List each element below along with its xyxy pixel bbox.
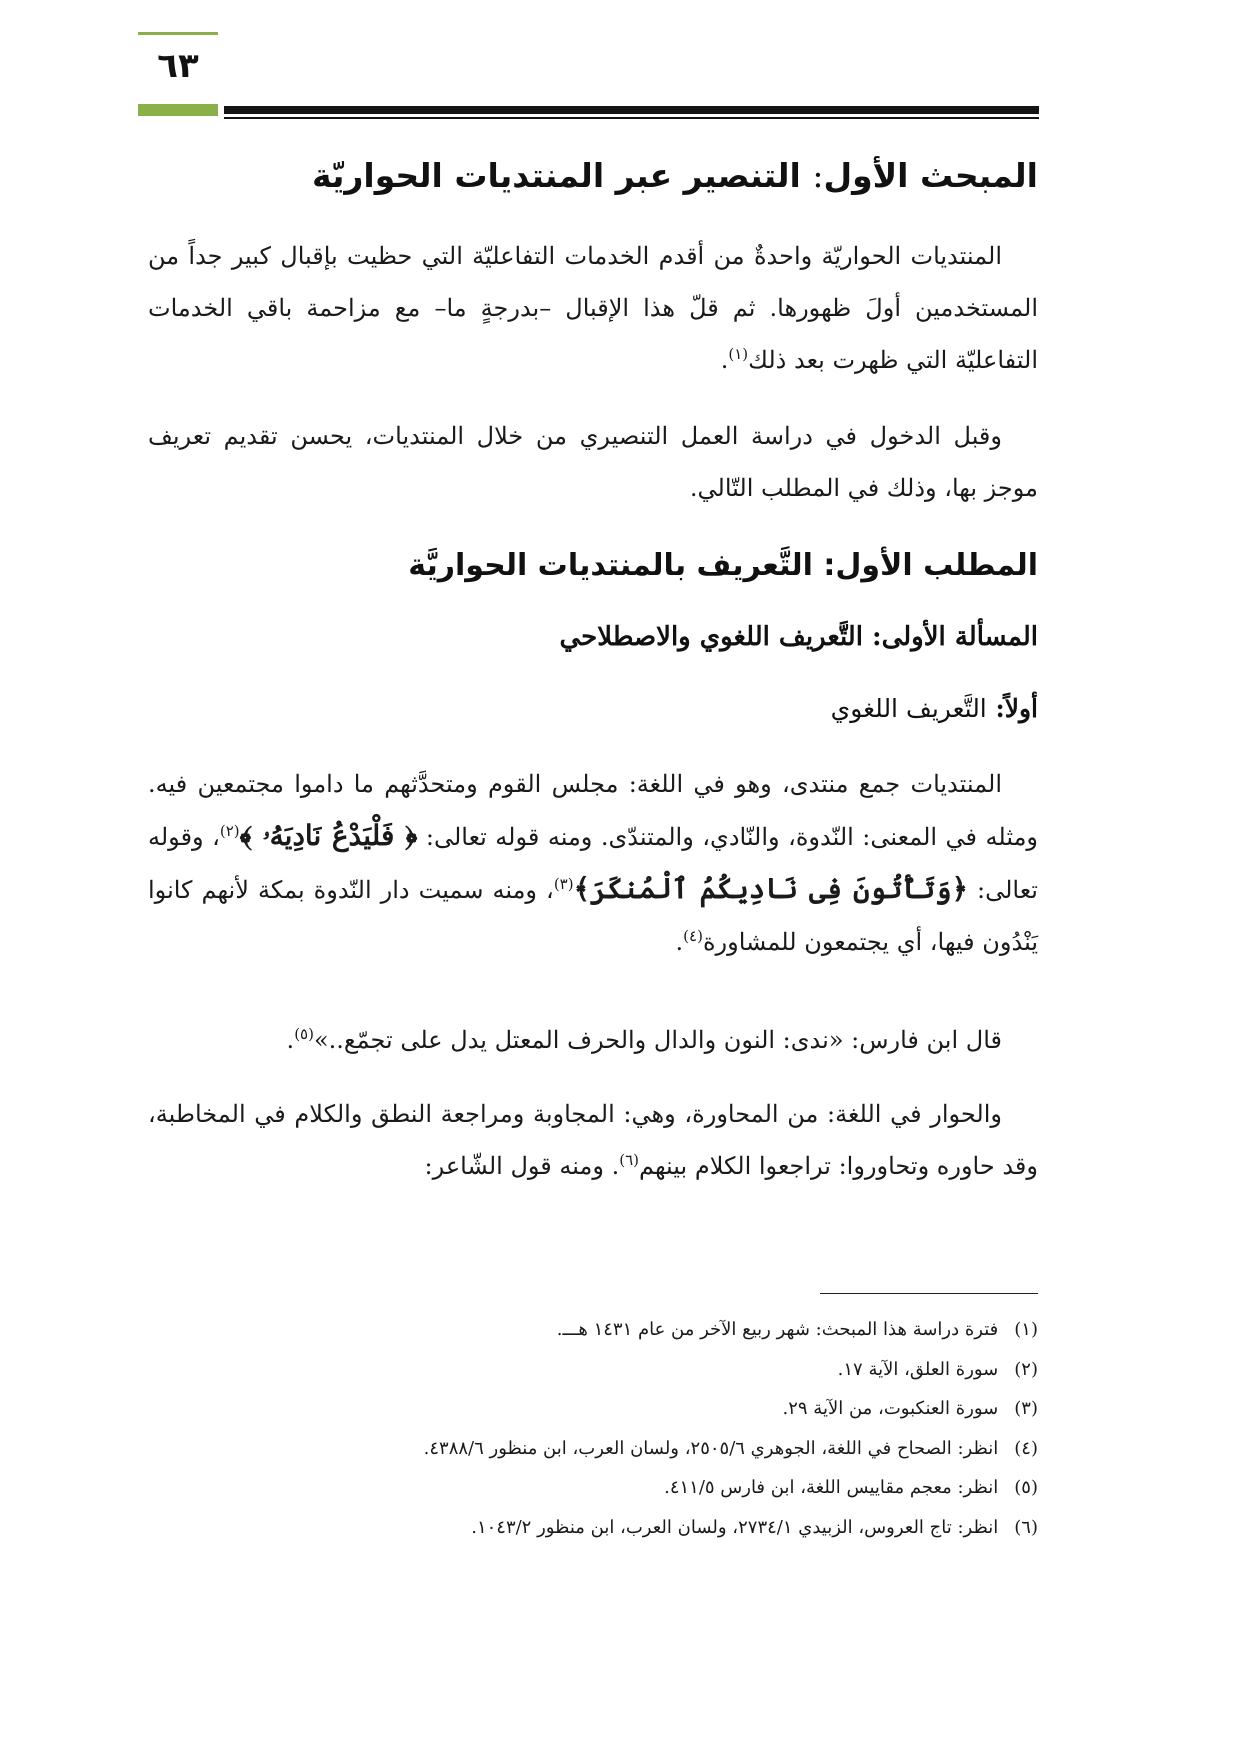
footnote-item <box>148 1350 1038 1390</box>
footnote-ref[interactable]: (٤) <box>683 927 703 945</box>
header-accent-line <box>138 32 218 35</box>
footnote-number: (٦) <box>1014 1516 1038 1538</box>
subsection-title: المطلب الأول: التَّعريف بالمنتديات الحواريَّة <box>408 548 1038 583</box>
paragraph-dialogue <box>148 1088 1038 1192</box>
footnote-ref[interactable]: (١) <box>728 345 749 363</box>
first-heading-text: التَّعريف اللغوي <box>830 694 987 723</box>
footnote-number: (٥) <box>1014 1477 1038 1498</box>
paragraph-text: والحوار في اللغة: من المحاورة، وهي: المجاوبة ومراجعة النطق والكلام في المخاطبة، وقد حاوره وتحاوروا: تراجعوا الكلام بينهم <box>148 1100 1038 1180</box>
quran-verse: ﴿وَتَأْتُونَ فِى نَادِيكُمُ ٱلْمُنكَرَ﴾ <box>573 872 968 905</box>
footnote-separator <box>820 1293 1038 1294</box>
paragraph-text: قال ابن فارس: «ندى: النون والدال والحرف المعتل يدل على تجمّع..» <box>313 1026 1002 1054</box>
paragraph-end: . <box>286 1026 295 1054</box>
quran-verse: ﴿ فَلْيَدْعُ نَادِيَهُۥ ﴾ <box>239 819 418 852</box>
footnote-item <box>148 1310 1038 1350</box>
issue-title: المسألة الأولى: التَّعريف اللغوي والاصطلاحي <box>559 622 1038 652</box>
paragraph-text: ، ومنه سميت دار النّدوة بمكة لأنهم كانوا يَنْدُون فيها، أي يجتمعون للمشاورة <box>148 876 1038 956</box>
footnote-number: (٢) <box>1014 1358 1038 1380</box>
footnote-item <box>148 1389 1038 1429</box>
footnote-number: (٤) <box>1014 1437 1038 1459</box>
section-title-label: المبحث الأول <box>823 156 1038 195</box>
footnote-item <box>148 1429 1038 1469</box>
footnote-text: انظر: الصحاح في اللغة، الجوهري ٢٥٠٥/٦، ولسان العرب، ابن منظور ٤٣٨٨/٦. <box>423 1437 999 1459</box>
paragraph-end: . ومنه قول الشّاعر: <box>424 1152 620 1180</box>
footnote-text: سورة العنكبوت، من الآية ٢٩. <box>782 1398 999 1419</box>
first-heading-label: أولاً: <box>995 694 1038 723</box>
paragraph-quote <box>148 1014 1038 1066</box>
first-heading <box>148 694 1038 723</box>
footnote-text: انظر: تاج العروس، الزبيدي ٢٧٣٤/١، ولسان العرب، ابن منظور ١٠٤٣/٢. <box>471 1516 999 1538</box>
section-title <box>148 156 1038 195</box>
header-rule-thick <box>224 106 1039 114</box>
footnote-text: فترة دراسة هذا المبحث: شهر ربيع الآخر من عام ١٤٣١ هـــ. <box>556 1319 999 1340</box>
footnote-item <box>148 1508 1038 1548</box>
paragraph-text: المنتديات جمع منتدى، وهو في اللغة: مجلس القوم ومتحدَّثهم ما داموا مجتمعين فيه. ومثله في المعنى: النّدوة، والنّادي، والمتندّى. ومنه قوله تعالى: <box>148 770 1039 851</box>
footnote-ref[interactable]: (٣) <box>553 875 574 893</box>
header-rule-thin <box>224 117 1039 119</box>
footnote-number: (٣) <box>1014 1398 1038 1419</box>
footnote-text: سورة العلق، الآية ١٧. <box>837 1358 999 1380</box>
page-number: ٦٣ <box>157 46 199 86</box>
footnotes <box>148 1310 1038 1547</box>
paragraph-end: . <box>720 346 729 374</box>
footnote-ref[interactable]: (٥) <box>294 1025 314 1043</box>
footnote-ref[interactable]: (٢) <box>219 822 240 840</box>
footnote-number: (١) <box>1014 1319 1038 1340</box>
paragraph-transition <box>148 410 1038 514</box>
section-title-separator: : <box>812 156 824 195</box>
paragraph-definition <box>148 758 1038 968</box>
paragraph-text: وقبل الدخول في دراسة العمل التنصيري من خلال المنتديات، يحسن تقديم تعريف موجز بها، وذلك في المطلب التّالي. <box>148 422 1038 502</box>
footnote-item <box>148 1468 1038 1508</box>
paragraph-text: ، وقوله تعالى: <box>148 823 1038 904</box>
paragraph-text: المنتديات الحواريّة واحدةٌ من أقدم الخدمات التفاعليّة التي حظيت بإقبال كبير جداً من المستخدمين أولَ ظهورها. ثم قلّ هذا الإقبال –بدرجةٍ ما– مع مزاحمة باقي الخدمات التفاعليّة التي ظهرت بعد ذلك <box>148 242 1038 374</box>
footnote-ref[interactable]: (٦) <box>619 1151 639 1169</box>
footnote-text: انظر: معجم مقاييس اللغة، ابن فارس ٤١١/٥. <box>664 1477 999 1498</box>
paragraph-intro <box>148 230 1038 386</box>
paragraph-end: . <box>675 928 684 956</box>
header-accent-bar <box>138 104 218 116</box>
section-title-text: التنصير عبر المنتديات الحواريّة <box>311 156 801 195</box>
